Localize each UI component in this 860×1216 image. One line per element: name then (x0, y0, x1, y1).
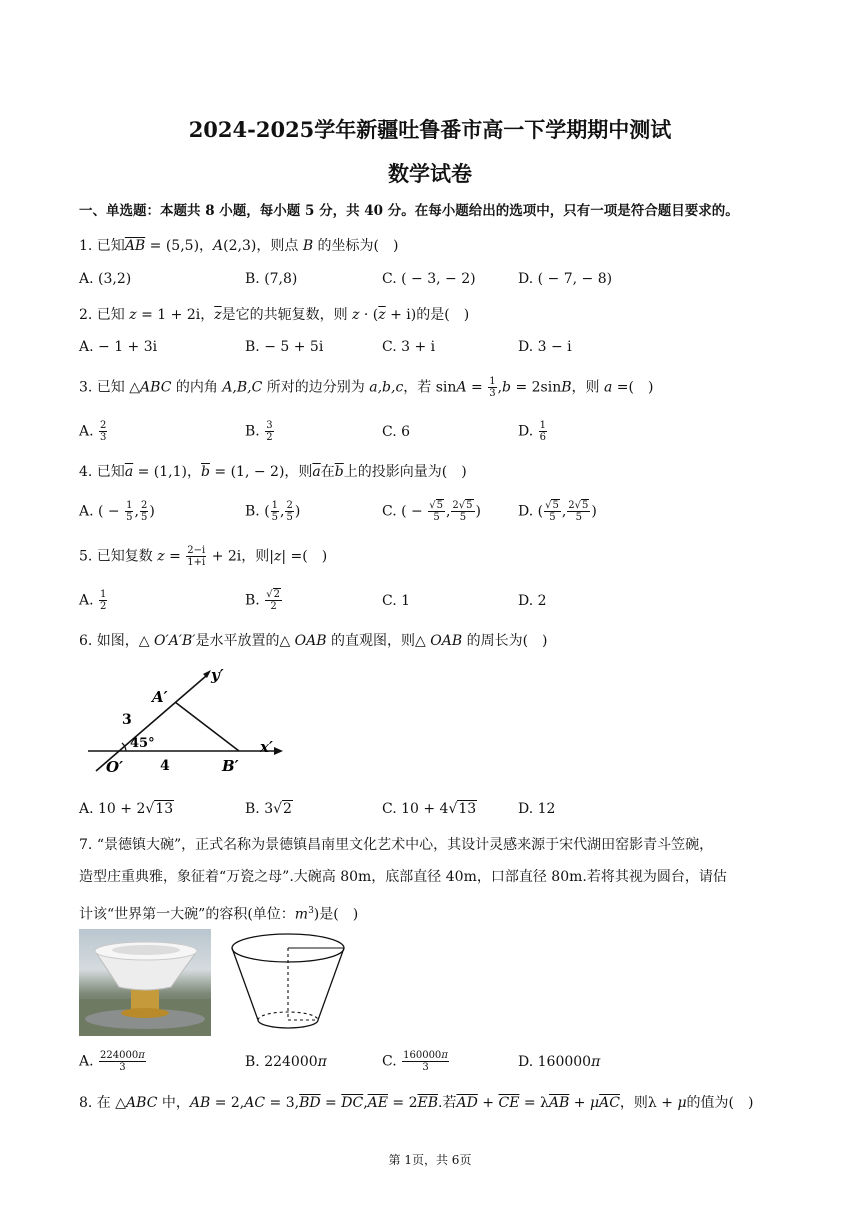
question-5-option-b: B. $\frac{√2}{2}$ (245, 589, 280, 612)
question-7-option-c: C. $\frac{160000\pi}{3}$ (382, 1050, 448, 1073)
y-axis-line (96, 676, 206, 771)
x-axis-label: x′ (260, 738, 273, 756)
angle-label: 45° (130, 736, 155, 751)
question-3-option-a: A. $\frac{2}{3}$ (79, 420, 107, 443)
y-axis-label: y′ (211, 666, 224, 684)
question-7-option-a: A. $\frac{224000\pi}{3}$ (79, 1050, 145, 1073)
side-ob-label: 4 (160, 758, 170, 774)
question-6-option-c: C. 10 + 4√13 (382, 801, 477, 817)
bowl-building-photo (79, 929, 211, 1036)
side-oa-label: 3 (122, 712, 132, 728)
point-a-label: A′ (152, 688, 168, 706)
question-1-option-d: D. ( − 7, − 8) (518, 271, 613, 287)
question-2-option-d: D. 3 − i (518, 339, 572, 355)
question-4-option-d: D. ( $\frac{√5}{5}$ , $\frac{2√5}{5}$ ) (518, 500, 597, 523)
question-7-line-2: 造型庄重典雅，象征着“万瓷之母”.大碗高 80m，底部直径 40m，口部直径 80m.若将其视为圆台，请估 (79, 869, 727, 885)
x-axis-arrow-icon (274, 747, 283, 755)
question-7-option-d: D. 160000π (518, 1054, 601, 1070)
question-6-option-d: D. 12 (518, 801, 556, 817)
question-5-stem: 5. 已知复数 z = $\frac{2-i}{1+i}$ + 2i，则|z| =( ) (79, 545, 328, 568)
question-6-stem: 6. 如图，△ O′A′B′是水平放置的△ OAB 的直观图，则△ OAB 的周长为( ) (79, 633, 548, 649)
question-2-option-a: A. − 1 + 3i (79, 339, 158, 355)
bottom-front-arc (258, 1020, 318, 1028)
question-5-option-d: D. 2 (518, 593, 547, 609)
question-7-line-3: 计该“世界第一大碗”的容积(单位：$m^3$)是( ) (79, 906, 359, 923)
question-8-stem: 8. 在 △ABC 中，AB = $2,AC = 3,\overline{BD} = \overline{DC},\overline{AE} = 2\overline{EB}$.若$\overline{AD} + \overline{CE} = \lambda\overline{AB} + \mu\overline{AC}$，则λ + μ的值为( ) (79, 1095, 754, 1111)
question-6-option-b: B. 3√2 (245, 801, 292, 817)
question-1-option-b: B. (7,8) (245, 271, 298, 287)
question-1-option-a: A. (3,2) (79, 271, 132, 287)
point-o-label: O′ (106, 758, 124, 776)
question-2-option-b: B. − 5 + 5i (245, 339, 324, 355)
page-subtitle: 数学试卷 (388, 161, 472, 186)
question-2-stem: 2. 已知 z = 1 + 2i，$\overline{z}$是它的共轭复数，则 $z \cdot (\overline{z} + i)$的是( ) (79, 307, 470, 323)
question-4-stem: 4. 已知$\overline{a} = (1,1)$，$\overline{b} = (1$, − 2)，则$\overline{a}$在$\overline{b}$上的投影向量为( ) (79, 464, 467, 480)
question-4-option-a: A. ( − $\frac{1}{5}$ , $\frac{2}{5}$ ) (79, 500, 155, 523)
question-4-option-b: B. ( $\frac{1}{5}$ , $\frac{2}{5}$ ) (245, 500, 301, 523)
page-title: 2024-2025学年新疆吐鲁番市高一下学期期中测试 (188, 117, 672, 142)
page-footer: 第 1页，共 6页 (388, 1153, 472, 1167)
figure-6-oblique-diagram (84, 664, 284, 784)
question-3-stem: 3. 已知 △ABC 的内角 A,B,C 所对的边分别为 a,b,c，若 sinA = $\frac{1}{3}$ ,b = 2sinB，则 a =( ) (79, 376, 654, 399)
question-1-option-c: C. ( − 3, − 2) (382, 271, 476, 287)
question-2-option-c: C. 3 + i (382, 339, 436, 355)
question-3-option-d: D. $\frac{1}{6}$ (518, 420, 547, 443)
question-7-option-b: B. 224000π (245, 1054, 327, 1070)
question-6-option-a: A. 10 + 2√13 (79, 801, 174, 817)
question-7-line-1: 7. “景德镇大碗”，正式名称为景德镇昌南里文化艺术中心，其设计灵感来源于宋代湖田窑影青斗笠碗， (79, 837, 714, 853)
question-5-option-a: A. $\frac{1}{2}$ (79, 589, 107, 612)
question-5-option-c: C. 1 (382, 593, 411, 609)
question-4-option-c: C. ( − $\frac{√5}{5}$ , $\frac{2√5}{5}$ ) (382, 500, 481, 523)
segment-a-b (175, 702, 239, 751)
point-b-label: B′ (222, 757, 239, 775)
question-3-option-c: C. 6 (382, 424, 411, 440)
question-3-option-b: B. $\frac{3}{2}$ (245, 420, 273, 443)
section-heading: 一、单选题：本题共 8 小题，每小题 5 分，共 40 分。在每小题给出的选项中，只有一项是符合题目要求的。 (79, 203, 739, 219)
frustum-diagram (228, 930, 348, 1034)
question-1-stem: 1. 已知$\overline{AB} = (5,5)$，A(2,3)，则点 B 的坐标为( ) (79, 238, 399, 254)
